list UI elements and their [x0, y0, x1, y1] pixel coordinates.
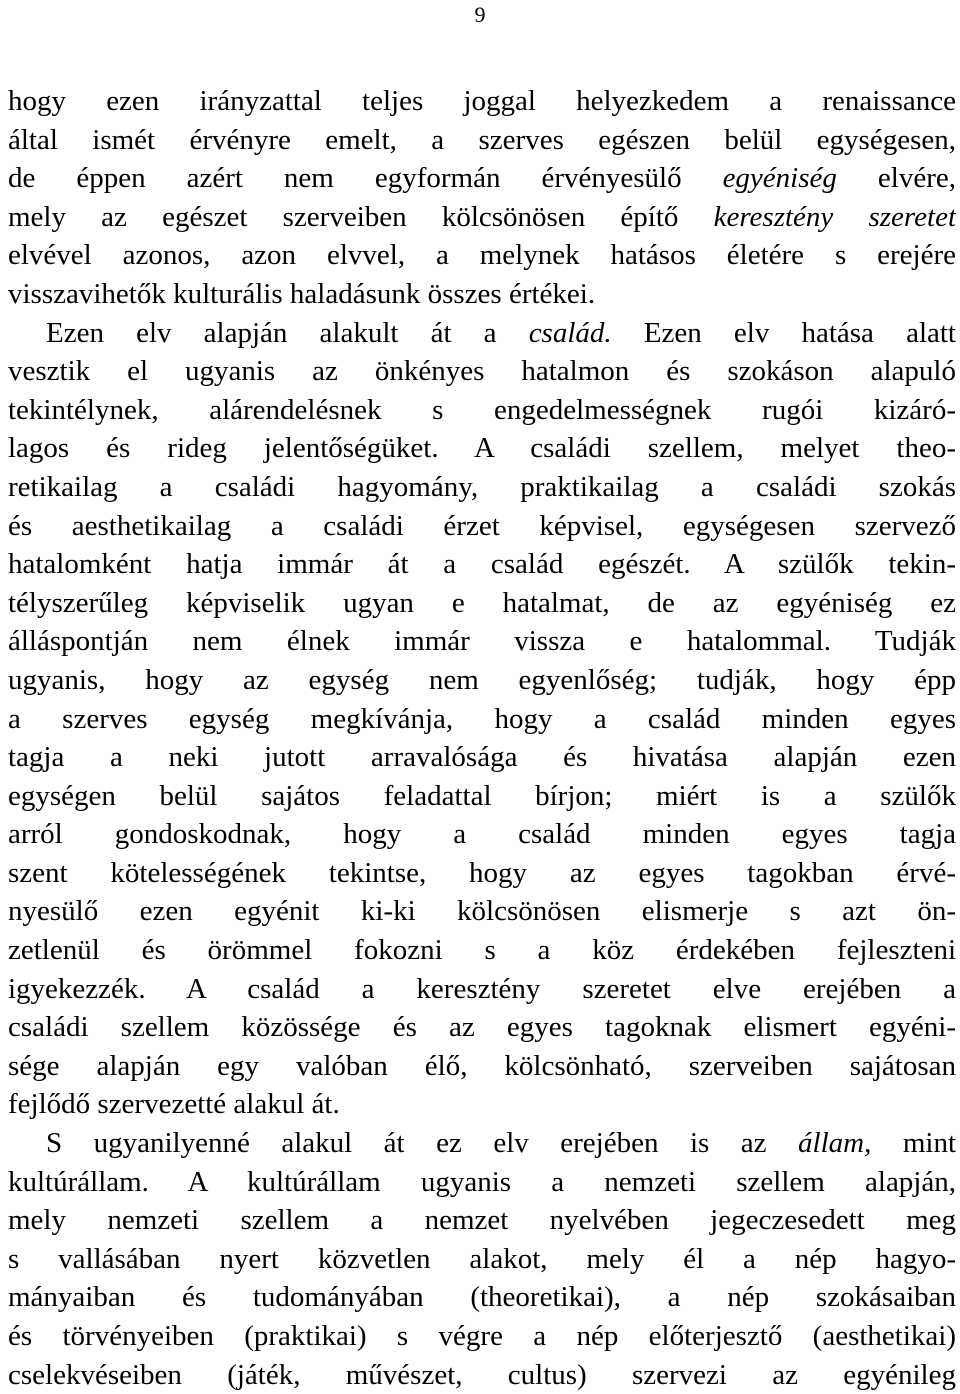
text-segment: Ezen elv hatása alatt: [611, 316, 956, 349]
text-segment: mányaiban és tudományában (theoretikai), a nép szokásaiban: [8, 1281, 956, 1314]
page-number: 9: [474, 2, 486, 27]
text-line: [8, 121, 956, 160]
text-segment: mely nemzeti szellem a nemzet nyelvében jegeczesedett meg: [8, 1204, 956, 1237]
text-segment: retikailag a családi hagyomány, praktikailag a családi szokás: [8, 470, 956, 503]
text-line: [8, 1356, 956, 1394]
text-segment: szent kötelességének tekintse, hogy az egyes tagokban érvé-: [8, 856, 956, 889]
text-line: [8, 314, 956, 353]
text-segment: sége alapján egy valóban élő, kölcsönható, szerveiben sajátosan: [8, 1049, 956, 1082]
text-segment: mely az egészet szerveiben kölcsönösen építő: [8, 200, 714, 233]
text-line: [8, 1163, 956, 1202]
italic-emphasis: egyéniség: [722, 162, 837, 195]
text-segment: és aesthetikailag a családi érzet képvisel, egységesen szervező: [8, 509, 956, 542]
italic-emphasis: keresztény szeretet: [713, 200, 956, 233]
text-line: [8, 429, 956, 468]
text-line: [8, 82, 956, 121]
text-segment: elvével azonos, azon elvvel, a melynek hatásos életére s erejére: [8, 239, 956, 272]
text-segment: cselekvéseiben (játék, művészet, cultus) szervezi az egyénileg: [8, 1358, 956, 1391]
text-segment: hogy ezen irányzattal teljes joggal helyezkedem a renaissance: [8, 85, 956, 117]
text-line: [8, 661, 956, 700]
text-line: [8, 545, 956, 584]
text-segment: fejlődő szervezetté alakul át.: [8, 1088, 340, 1121]
text-line: [8, 1085, 956, 1124]
italic-emphasis: állam,: [798, 1127, 872, 1160]
text-segment: elvére,: [836, 162, 956, 195]
text-line: [8, 352, 956, 391]
text-line: [8, 1124, 956, 1163]
text-segment: tekintélynek, alárendelésnek s engedelmességnek rugói kizáró-: [8, 393, 956, 426]
text-line: [8, 468, 956, 507]
text-segment: kultúrállam. A kultúrállam ugyanis a nemzeti szellem alapján,: [8, 1165, 956, 1198]
text-line: [8, 584, 956, 623]
text-line: [8, 892, 956, 931]
text-line: [8, 391, 956, 430]
text-line: [8, 854, 956, 893]
text-segment: mint: [871, 1127, 956, 1160]
text-segment: zetlenül és örömmel fokozni s a köz érdekében fejleszteni: [8, 934, 956, 967]
text-line: [8, 1278, 956, 1317]
text-segment: álláspontján nem élnek immár vissza e hatalommal. Tudják: [8, 625, 956, 658]
text-segment: ugyanis, hogy az egység nem egyenlőség; tudják, hogy épp: [8, 663, 956, 696]
text-line: [8, 507, 956, 546]
text-segment: vesztik el ugyanis az önkényes hatalmon és szokáson alapuló: [8, 355, 956, 388]
text-segment: által ismét érvényre emelt, a szerves egészen belül egységesen,: [8, 123, 956, 156]
text-line: [8, 931, 956, 970]
text-line: [8, 1240, 956, 1279]
text-segment: S ugyanilyenné alakul át ez elv erejében is az: [46, 1127, 799, 1160]
text-segment: igyekezzék. A család a keresztény szeretet elve erejében a: [8, 972, 956, 1005]
text-segment: egységen belül sajátos feladattal bírjon; miért is a szülők: [8, 779, 956, 812]
text-segment: hatalomként hatja immár át a család egészét. A szülők tekin-: [8, 548, 956, 581]
text-line: [8, 236, 956, 275]
text-segment: de éppen azért nem egyformán érvényesülő: [8, 162, 723, 195]
text-segment: s vallásában nyert közvetlen alakot, mely él a nép hagyo-: [8, 1242, 956, 1275]
text-line: [8, 700, 956, 739]
text-segment: tagja a neki jutott arravalósága és hivatása alapján ezen: [8, 741, 956, 774]
text-line: [8, 159, 956, 198]
text-line: [8, 777, 956, 816]
text-line: [8, 815, 956, 854]
text-segment: a szerves egység megkívánja, hogy a család minden egyes: [8, 702, 956, 735]
text-line: [8, 738, 956, 777]
text-line: [8, 198, 956, 237]
italic-emphasis: család.: [528, 316, 612, 349]
text-segment: és törvényeiben (praktikai) s végre a nép előterjesztő (aesthetikai): [8, 1320, 956, 1352]
text-segment: Ezen elv alapján alakult át a: [46, 316, 529, 349]
text-segment: arról gondoskodnak, hogy a család minden egyes tagja: [8, 818, 956, 851]
text-segment: családi szellem közössége és az egyes tagoknak elismert egyéni-: [8, 1011, 956, 1044]
text-segment: visszavihetők kulturális haladásunk összes értékei.: [8, 277, 596, 310]
text-segment: lagos és rideg jelentőségüket. A családi szellem, melyet theo-: [8, 432, 956, 465]
text-line: [8, 1201, 956, 1240]
text-line: [8, 622, 956, 661]
text-line: [8, 275, 956, 314]
text-line: [8, 1047, 956, 1086]
text-line: [8, 970, 956, 1009]
text-segment: nyesülő ezen egyénit ki-ki kölcsönösen elismerje s azt ön-: [8, 895, 956, 928]
text-line: [8, 1008, 956, 1047]
page-body-text: [8, 82, 956, 1394]
text-line: [8, 1317, 956, 1356]
text-segment: télyszerűleg képviselik ugyan e hatalmat, de az egyéniség ez: [8, 586, 956, 619]
